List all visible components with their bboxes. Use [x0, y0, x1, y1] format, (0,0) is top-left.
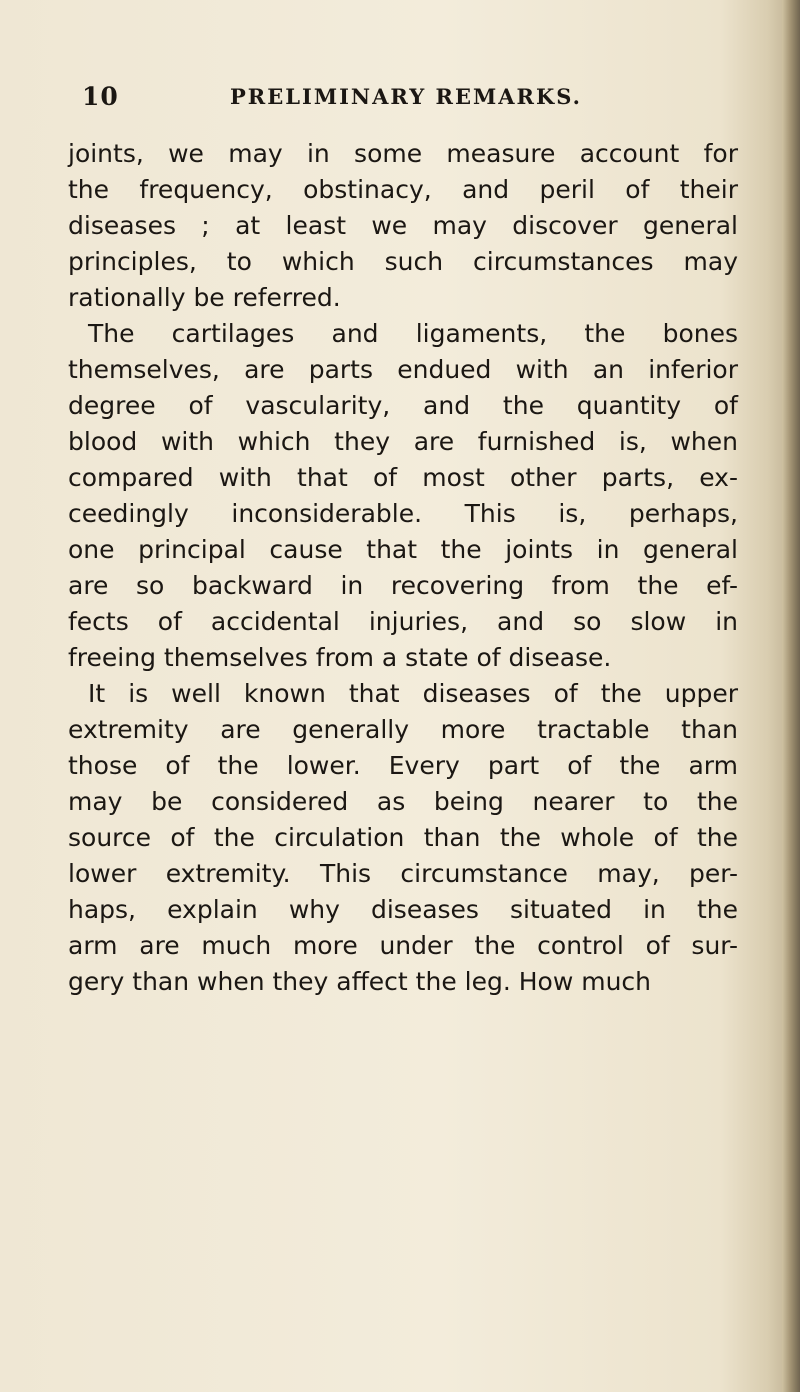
text-line: blood with which they are furnished is, when	[68, 427, 738, 456]
page-header	[82, 82, 702, 122]
text-line: haps, explain why diseases situated in the	[68, 895, 738, 924]
text-line: those of the lower. Every part of the arm	[68, 751, 738, 780]
text-line: compared with that of most other parts, ex-	[68, 463, 738, 492]
text-line: freeing themselves from a state of disease.	[68, 643, 612, 672]
text-line: lower extremity. This circumstance may, per-	[68, 859, 738, 888]
paragraph-start-line: The cartilages and ligaments, the bones	[88, 319, 738, 348]
paragraph-start-line: It is well known that diseases of the upper	[88, 679, 738, 708]
text-line: gery than when they affect the leg. How much	[68, 967, 652, 996]
text-line: the frequency, obstinacy, and peril of their	[68, 175, 738, 204]
text-line: diseases ; at least we may discover general	[68, 211, 738, 240]
running-head: PRELIMINARY REMARKS.	[230, 84, 582, 109]
text-line: may be considered as being nearer to the	[68, 787, 738, 816]
text-line: arm are much more under the control of sur-	[68, 931, 738, 960]
text-line: are so backward in recovering from the ef-	[68, 571, 738, 600]
text-line: principles, to which such circumstances may	[68, 247, 738, 276]
text-line: extremity are generally more tractable than	[68, 715, 738, 744]
text-line: joints, we may in some measure account for	[68, 139, 738, 168]
text-line: one principal cause that the joints in general	[68, 535, 738, 564]
text-line: fects of accidental injuries, and so slow in	[68, 607, 738, 636]
body-text	[68, 136, 738, 1000]
page-number: 10	[82, 82, 119, 111]
text-line: themselves, are parts endued with an inferior	[68, 355, 738, 384]
page-edge-shadow	[782, 0, 800, 1392]
text-line: ceedingly inconsiderable. This is, perhaps,	[68, 499, 738, 528]
text-line: source of the circulation than the whole of the	[68, 823, 738, 852]
text-line: degree of vascularity, and the quantity of	[68, 391, 738, 420]
text-line: rationally be referred.	[68, 283, 341, 312]
